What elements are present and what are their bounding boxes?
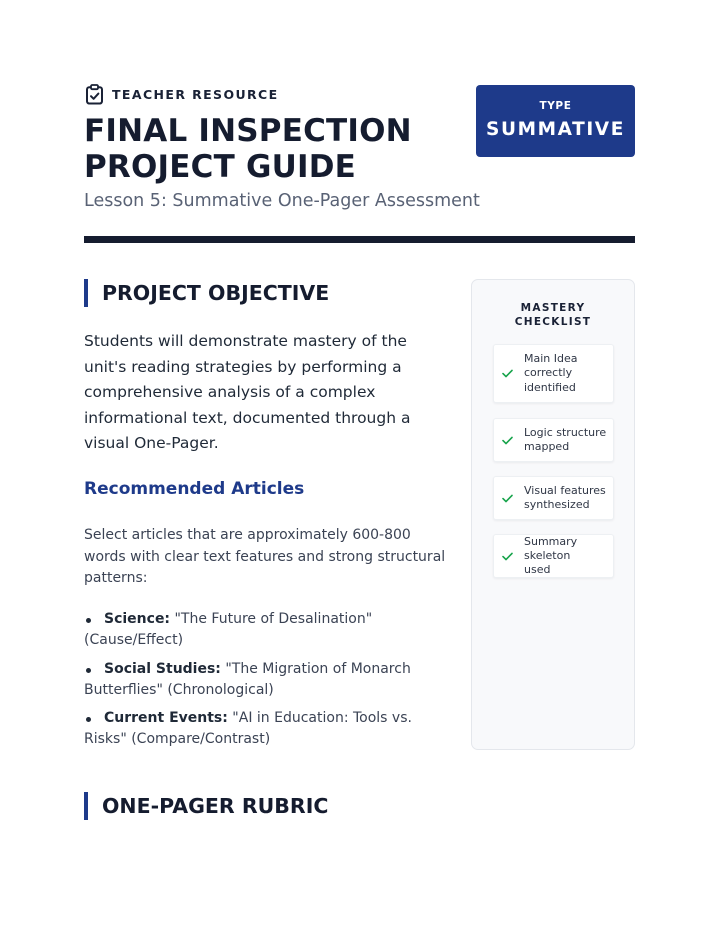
article-subject: Science: bbox=[104, 611, 171, 627]
article-detail: "The Migration of Monarch Butterflies" (Chronological) bbox=[84, 660, 411, 698]
eyebrow-label: TEACHER RESOURCE bbox=[112, 87, 279, 102]
article-subject: Current Events: bbox=[104, 710, 228, 726]
page-title: FINAL INSPECTION PROJECT GUIDE bbox=[84, 113, 412, 185]
list-item-social-studies bbox=[84, 659, 454, 701]
checklist-item-label: Summary skeleton used bbox=[524, 534, 578, 577]
checklist-item-label: Visual features synthesized bbox=[524, 483, 606, 511]
page-subtitle: Lesson 5: Summative One-Pager Assessment bbox=[84, 191, 480, 211]
checklist-title: MASTERY CHECKLIST bbox=[514, 302, 592, 328]
list-item-science bbox=[84, 609, 454, 651]
articles-heading: Recommended Articles bbox=[84, 479, 305, 499]
type-badge-label: TYPE bbox=[539, 100, 572, 112]
checkmark-icon bbox=[502, 552, 514, 561]
resource-eyebrow bbox=[85, 84, 279, 105]
mastery-checklist-panel bbox=[471, 279, 635, 750]
list-item-current-events bbox=[84, 708, 454, 750]
checklist-item-logic-structure bbox=[493, 418, 614, 462]
checklist-item-summary-skeleton bbox=[493, 534, 614, 578]
header-divider bbox=[84, 236, 635, 243]
checkmark-icon bbox=[502, 494, 514, 503]
article-subject: Social Studies: bbox=[104, 660, 221, 677]
checkmark-icon bbox=[502, 436, 514, 445]
clipboard-check-icon bbox=[85, 84, 104, 105]
checklist-item-label: Main Idea correctly identified bbox=[524, 352, 578, 394]
checkmark-icon bbox=[502, 369, 514, 378]
checklist-item-visual-features bbox=[493, 476, 614, 520]
type-badge-value: SUMMATIVE bbox=[486, 119, 625, 140]
checklist-item-main-idea bbox=[493, 344, 614, 403]
objective-text: Students will demonstrate mastery of the unit's reading strategies by performing a comprehensive analysis of a complex informational text, documented through a visual One-Pager. bbox=[84, 332, 411, 453]
rubric-heading: ONE-PAGER RUBRIC bbox=[84, 792, 328, 820]
article-detail: "AI in Education: Tools vs. Risks" (Compare/Contrast) bbox=[84, 710, 412, 747]
type-badge bbox=[476, 85, 635, 157]
articles-intro: Select articles that are approximately 600-800 words with clear text features and strong structural patterns: bbox=[84, 527, 446, 586]
checklist-item-label: Logic structure mapped bbox=[524, 425, 607, 453]
article-list bbox=[84, 609, 454, 758]
article-detail: "The Future of Desalination" (Cause/Effect) bbox=[84, 611, 373, 648]
objective-heading: PROJECT OBJECTIVE bbox=[84, 279, 329, 307]
